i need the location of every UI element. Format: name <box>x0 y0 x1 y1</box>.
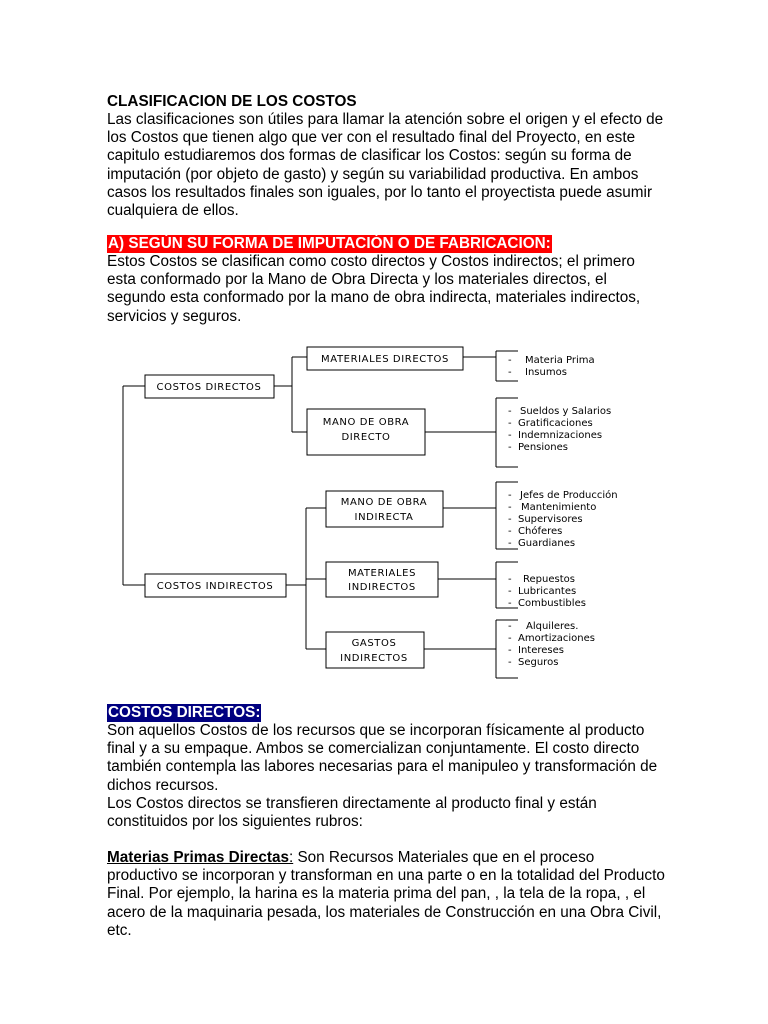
gi-label-2: INDIRECTOS <box>340 653 408 664</box>
intro-paragraph: Las clasificaciones son útiles para llamar la atención sobre el origen y el efecto de los Costos que tienen algo que ver con el resultado final del Proyecto, en este capitulo estudiaremos dos formas de clasificar los Costos: según su forma de imputación (por objeto de gasto) y según su variabilidad productiva. En ambos casos los resultados finales son iguales, por lo tanto el proyectista puede asumir cualquiera de ellos. <box>107 111 664 220</box>
moi-item-3: Chóferes <box>518 526 563 537</box>
materias-primas-term: Materias Primas Directas <box>107 849 289 866</box>
mod-item-3: Pensiones <box>518 442 568 453</box>
svg-text:-: - <box>508 598 512 609</box>
mi-label-1: MATERIALES <box>347 568 417 579</box>
costos-directos-heading: COSTOS DIRECTOS: <box>108 704 261 721</box>
mi-item-2: Combustibles <box>518 598 586 609</box>
mod-item-2: Indemnizaciones <box>518 430 603 441</box>
gi-item-0: Alquileres. <box>526 621 579 632</box>
costos-indirectos-label: COSTOS INDIRECTOS <box>156 581 274 592</box>
materias-primas-paragraph <box>107 849 667 940</box>
svg-text:-: - <box>508 514 512 525</box>
mi-item-1: Lubricantes <box>518 586 577 597</box>
svg-text:-: - <box>508 645 512 656</box>
materias-primas-text: Son Recursos Materiales que en el proceso productivo se incorporan y transforman en una parte o en la totalidad del Producto Final. Por ejemplo, la harina es la materia prima del pan, , la tela de la ropa, , el acero de la maquinaria pesada, los materiales de Construcción en una Obra Civil, etc. <box>107 849 665 939</box>
svg-text:-: - <box>508 538 512 549</box>
costos-directos-label: COSTOS DIRECTOS <box>156 382 262 393</box>
svg-text:-: - <box>508 442 512 453</box>
section-a-heading: A) SEGÚN SU FORMA DE IMPUTACIÓN O DE FABRICACION: <box>108 235 551 252</box>
mod-label-1: MANO DE OBRA <box>322 417 410 428</box>
page-title: CLASIFICACION DE LOS COSTOS <box>107 93 357 110</box>
moi-label-1: MANO DE OBRA <box>340 497 428 508</box>
materiales-directos-label: MATERIALES DIRECTOS <box>321 354 449 365</box>
mi-label-2: INDIRECTOS <box>348 582 416 593</box>
gi-label-1: GASTOS <box>351 638 397 649</box>
mod-item-1: Gratificaciones <box>518 418 593 429</box>
gi-item-3: Seguros <box>518 657 559 668</box>
md-item-1: Insumos <box>525 367 567 378</box>
svg-text:-: - <box>508 490 512 501</box>
mod-item-0: Sueldos y Salarios <box>520 406 612 417</box>
svg-text:-: - <box>508 526 512 537</box>
moi-item-4: Guardianes <box>518 538 576 549</box>
gi-item-1: Amortizaciones <box>518 633 595 644</box>
costos-directos-paragraph-2: Los Costos directos se transfieren directamente al producto final y están constituidos por los siguientes rubros: <box>107 795 597 831</box>
svg-text:-: - <box>508 621 512 632</box>
mod-label-2: DIRECTO <box>341 432 391 443</box>
svg-text:-: - <box>508 574 512 585</box>
svg-text:-: - <box>508 586 512 597</box>
moi-item-0: Jefes de Producción <box>520 490 618 501</box>
moi-label-2: INDIRECTA <box>354 512 414 523</box>
svg-text:-: - <box>508 418 512 429</box>
svg-text:-: - <box>508 657 512 668</box>
section-a-paragraph: Estos Costos se clasifican como costo directos y Costos indirectos; el primero esta conformado por la Mano de Obra Directa y los materiales directos, el segundo esta conformado por la mano de obra indirecta, materiales indirectos, servicios y seguros. <box>107 253 641 325</box>
md-item-0: Materia Prima <box>525 355 595 366</box>
svg-text:-: - <box>508 355 512 366</box>
costos-directos-paragraph-1: Son aquellos Costos de los recursos que se incorporan físicamente al producto final y a su empaque. Ambos se comercializan conjuntamente. El costo directo también contempla las labores necesarias para el manipuleo y transformación de dichos recursos. <box>107 722 658 794</box>
gi-item-2: Intereses <box>518 645 564 656</box>
svg-text:-: - <box>508 406 512 417</box>
svg-text:-: - <box>508 502 512 513</box>
moi-item-1: Mantenimiento <box>521 502 597 513</box>
moi-item-2: Supervisores <box>518 514 583 525</box>
svg-text:-: - <box>508 633 512 644</box>
svg-text:-: - <box>508 367 512 378</box>
mi-item-0: Repuestos <box>523 574 575 585</box>
svg-text:-: - <box>508 430 512 441</box>
materias-primas-colon: : <box>288 849 294 866</box>
